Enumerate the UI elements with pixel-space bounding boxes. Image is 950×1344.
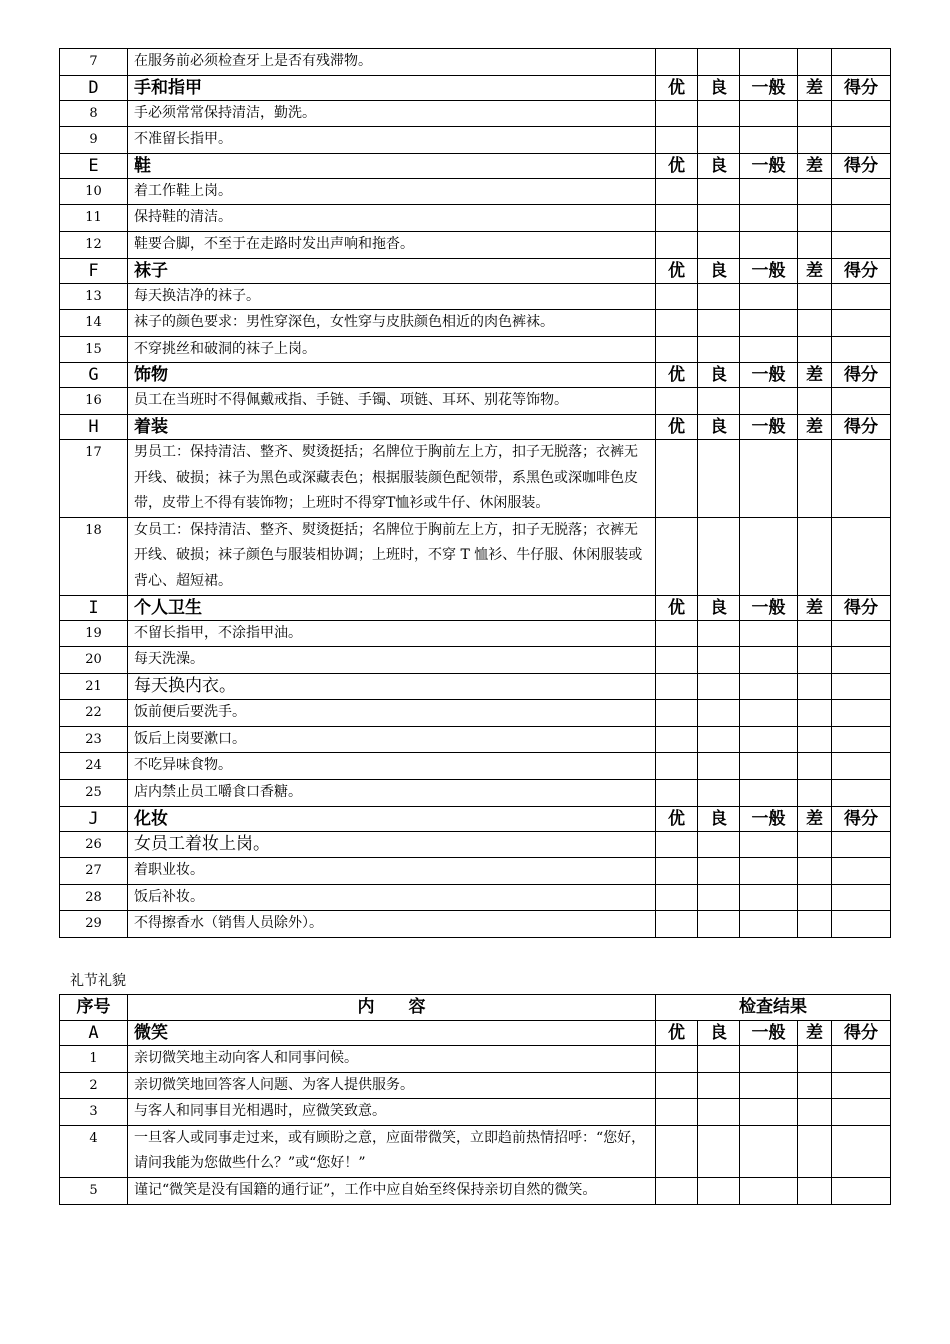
category-header-row [60, 806, 891, 831]
grade-header: 优 [656, 806, 698, 831]
grade-header: 差 [798, 414, 832, 439]
checklist-item-row [60, 700, 891, 727]
score-cell[interactable] [832, 1099, 891, 1126]
grade-header: 得分 [832, 363, 891, 388]
score-cell[interactable] [798, 700, 832, 727]
checklist-item-row [60, 517, 891, 595]
item-number: 20 [60, 647, 128, 674]
score-cell[interactable] [798, 517, 832, 595]
column-header-row [60, 995, 891, 1021]
item-number: 12 [60, 231, 128, 258]
checklist-item-row [60, 205, 891, 232]
score-cell[interactable] [656, 1099, 698, 1126]
score-cell[interactable] [656, 205, 698, 232]
score-cell[interactable] [698, 127, 740, 154]
grade-header: 得分 [832, 258, 891, 283]
item-text: 男员工：保持清洁、整齐、熨烫挺括；名牌位于胸前左上方，扣子无脱落；衣裤无开线、破损；袜子为黑色或深藏表色；根据服装颜色配领带，系黑色或深咖啡色皮带，皮带上不得有装饰物；上班时不得穿T恤衫或牛仔、休闲服装。 [128, 439, 656, 517]
item-number: 7 [60, 49, 128, 76]
score-cell[interactable] [656, 1177, 698, 1204]
grade-header: 良 [698, 363, 740, 388]
score-cell[interactable] [656, 283, 698, 310]
score-cell[interactable] [832, 911, 891, 938]
checklist-item-row [60, 1046, 891, 1073]
score-cell[interactable] [698, 388, 740, 415]
score-cell[interactable] [698, 1099, 740, 1126]
item-text: 每天换内衣。 [128, 673, 656, 700]
score-cell[interactable] [698, 1046, 740, 1073]
item-number: 28 [60, 884, 128, 911]
category-header-row [60, 414, 891, 439]
score-cell[interactable] [798, 1177, 832, 1204]
item-number: 16 [60, 388, 128, 415]
score-cell[interactable] [656, 310, 698, 337]
item-number: 13 [60, 283, 128, 310]
score-cell[interactable] [832, 1072, 891, 1099]
category-header-row [60, 153, 891, 178]
grooming-checklist-body [60, 49, 891, 938]
grade-header: 良 [698, 1021, 740, 1046]
score-cell[interactable] [698, 1125, 740, 1177]
item-number: 1 [60, 1046, 128, 1073]
grade-header: 得分 [832, 414, 891, 439]
score-cell[interactable] [740, 127, 798, 154]
score-cell[interactable] [798, 388, 832, 415]
item-number: 15 [60, 336, 128, 363]
item-number: 5 [60, 1177, 128, 1204]
item-number: 2 [60, 1072, 128, 1099]
item-text: 不穿挑丝和破洞的袜子上岗。 [128, 336, 656, 363]
score-cell[interactable] [740, 336, 798, 363]
grade-header: 优 [656, 153, 698, 178]
score-cell[interactable] [656, 858, 698, 885]
score-cell[interactable] [698, 1072, 740, 1099]
score-cell[interactable] [798, 1125, 832, 1177]
item-text: 鞋要合脚，不至于在走路时发出声响和拖沓。 [128, 231, 656, 258]
score-cell[interactable] [832, 127, 891, 154]
score-cell[interactable] [740, 231, 798, 258]
score-cell[interactable] [798, 858, 832, 885]
checklist-item-row [60, 1125, 891, 1177]
score-cell[interactable] [798, 753, 832, 780]
category-header-row [60, 363, 891, 388]
item-text: 饭后上岗要漱口。 [128, 726, 656, 753]
grade-header: 差 [798, 153, 832, 178]
score-cell[interactable] [740, 673, 798, 700]
item-text: 不吃异味食物。 [128, 753, 656, 780]
item-text: 亲切微笑地回答客人问题、为客人提供服务。 [128, 1072, 656, 1099]
score-cell[interactable] [832, 1177, 891, 1204]
score-cell[interactable] [698, 231, 740, 258]
grade-header: 一般 [740, 363, 798, 388]
category-letter: A [60, 1021, 128, 1046]
score-cell[interactable] [656, 439, 698, 517]
item-number: 17 [60, 439, 128, 517]
item-text: 着工作鞋上岗。 [128, 178, 656, 205]
score-cell[interactable] [798, 620, 832, 647]
item-number: 25 [60, 780, 128, 807]
item-number: 8 [60, 100, 128, 127]
grade-header: 得分 [832, 595, 891, 620]
score-cell[interactable] [740, 831, 798, 858]
score-cell[interactable] [740, 1099, 798, 1126]
score-cell[interactable] [798, 100, 832, 127]
checklist-item-row [60, 100, 891, 127]
grade-header: 得分 [832, 806, 891, 831]
score-cell[interactable] [698, 517, 740, 595]
item-text: 女员工：保持清洁、整齐、熨烫挺括；名牌位于胸前左上方，扣子无脱落；衣裤无开线、破损；袜子颜色与服装相协调；上班时，不穿 T 恤衫、牛仔服、休闲服装或背心、超短裙。 [128, 517, 656, 595]
checklist-item-row [60, 884, 891, 911]
score-cell[interactable] [656, 647, 698, 674]
score-cell[interactable] [798, 178, 832, 205]
score-cell[interactable] [798, 310, 832, 337]
item-text: 饭前便后要洗手。 [128, 700, 656, 727]
score-cell[interactable] [740, 100, 798, 127]
score-cell[interactable] [832, 726, 891, 753]
item-number: 27 [60, 858, 128, 885]
item-text: 不准留长指甲。 [128, 127, 656, 154]
category-title: 着装 [128, 414, 656, 439]
item-number: 3 [60, 1099, 128, 1126]
score-cell[interactable] [656, 336, 698, 363]
grade-header: 差 [798, 258, 832, 283]
item-text: 手必须常常保持清洁，勤洗。 [128, 100, 656, 127]
item-text: 每天洗澡。 [128, 647, 656, 674]
score-cell[interactable] [832, 388, 891, 415]
grade-header: 良 [698, 595, 740, 620]
grade-header: 优 [656, 258, 698, 283]
score-cell[interactable] [832, 336, 891, 363]
score-cell[interactable] [832, 1046, 891, 1073]
item-number: 14 [60, 310, 128, 337]
score-cell[interactable] [798, 49, 832, 76]
column-header-result: 检查结果 [656, 995, 891, 1021]
score-cell[interactable] [740, 517, 798, 595]
score-cell[interactable] [698, 647, 740, 674]
checklist-item-row [60, 1072, 891, 1099]
item-number: 9 [60, 127, 128, 154]
grade-header: 得分 [832, 1021, 891, 1046]
grade-header: 一般 [740, 1021, 798, 1046]
score-cell[interactable] [698, 753, 740, 780]
category-title: 饰物 [128, 363, 656, 388]
checklist-item-row [60, 388, 891, 415]
score-cell[interactable] [740, 1072, 798, 1099]
item-number: 18 [60, 517, 128, 595]
item-text: 不得擦香水（销售人员除外）。 [128, 911, 656, 938]
item-number: 21 [60, 673, 128, 700]
item-text: 一旦客人或同事走过来，或有顾盼之意，应面带微笑，立即趋前热情招呼：“您好，请问我能为您做些什么？”或“您好！” [128, 1125, 656, 1177]
score-cell[interactable] [698, 283, 740, 310]
score-cell[interactable] [740, 911, 798, 938]
score-cell[interactable] [798, 1099, 832, 1126]
category-title: 手和指甲 [128, 75, 656, 100]
item-number: 24 [60, 753, 128, 780]
score-cell[interactable] [698, 205, 740, 232]
score-cell[interactable] [740, 726, 798, 753]
category-letter: F [60, 258, 128, 283]
score-cell[interactable] [832, 620, 891, 647]
score-cell[interactable] [656, 49, 698, 76]
category-letter: I [60, 595, 128, 620]
score-cell[interactable] [656, 753, 698, 780]
score-cell[interactable] [740, 620, 798, 647]
section-title: 礼节礼貌 [70, 973, 126, 989]
item-text: 不留长指甲，不涂指甲油。 [128, 620, 656, 647]
category-title: 袜子 [128, 258, 656, 283]
item-number: 11 [60, 205, 128, 232]
score-cell[interactable] [656, 517, 698, 595]
score-cell[interactable] [656, 884, 698, 911]
category-header-row [60, 595, 891, 620]
grade-header: 优 [656, 595, 698, 620]
item-number: 22 [60, 700, 128, 727]
checklist-item-row [60, 726, 891, 753]
score-cell[interactable] [832, 858, 891, 885]
score-cell[interactable] [832, 647, 891, 674]
score-cell[interactable] [740, 49, 798, 76]
item-text: 在服务前必须检查牙上是否有残滞物。 [128, 49, 656, 76]
category-letter: J [60, 806, 128, 831]
item-text: 保持鞋的清洁。 [128, 205, 656, 232]
item-number: 23 [60, 726, 128, 753]
score-cell[interactable] [798, 831, 832, 858]
score-cell[interactable] [698, 831, 740, 858]
grade-header: 优 [656, 363, 698, 388]
item-number: 29 [60, 911, 128, 938]
score-cell[interactable] [832, 231, 891, 258]
score-cell[interactable] [740, 283, 798, 310]
score-cell[interactable] [740, 439, 798, 517]
grade-header: 差 [798, 1021, 832, 1046]
category-title: 个人卫生 [128, 595, 656, 620]
score-cell[interactable] [698, 178, 740, 205]
grade-header: 良 [698, 153, 740, 178]
score-cell[interactable] [656, 726, 698, 753]
grade-header: 差 [798, 595, 832, 620]
score-cell[interactable] [698, 100, 740, 127]
grade-header: 一般 [740, 414, 798, 439]
score-cell[interactable] [740, 1125, 798, 1177]
score-cell[interactable] [656, 231, 698, 258]
item-text: 女员工着妆上岗。 [128, 831, 656, 858]
grade-header: 良 [698, 806, 740, 831]
score-cell[interactable] [832, 753, 891, 780]
item-text: 亲切微笑地主动向客人和同事问候。 [128, 1046, 656, 1073]
score-cell[interactable] [740, 178, 798, 205]
grade-header: 一般 [740, 153, 798, 178]
checklist-item-row [60, 127, 891, 154]
grade-header: 优 [656, 1021, 698, 1046]
score-cell[interactable] [740, 1177, 798, 1204]
grade-header: 差 [798, 363, 832, 388]
grade-header: 优 [656, 75, 698, 100]
score-cell[interactable] [698, 49, 740, 76]
grade-header: 一般 [740, 258, 798, 283]
score-cell[interactable] [740, 205, 798, 232]
checklist-item-row [60, 336, 891, 363]
item-text: 饭后补妆。 [128, 884, 656, 911]
score-cell[interactable] [698, 620, 740, 647]
score-cell[interactable] [656, 673, 698, 700]
score-cell[interactable] [740, 753, 798, 780]
score-cell[interactable] [698, 1177, 740, 1204]
score-cell[interactable] [656, 100, 698, 127]
score-cell[interactable] [798, 231, 832, 258]
score-cell[interactable] [832, 205, 891, 232]
checklist-item-row [60, 178, 891, 205]
item-text: 谨记“微笑是没有国籍的通行证”，工作中应自始至终保持亲切自然的微笑。 [128, 1177, 656, 1204]
column-header-content: 内 容 [128, 995, 656, 1021]
score-cell[interactable] [832, 780, 891, 807]
score-cell[interactable] [740, 780, 798, 807]
score-cell[interactable] [832, 178, 891, 205]
score-cell[interactable] [798, 205, 832, 232]
score-cell[interactable] [656, 1072, 698, 1099]
score-cell[interactable] [656, 178, 698, 205]
score-cell[interactable] [798, 780, 832, 807]
checklist-item-row [60, 1099, 891, 1126]
score-cell[interactable] [698, 858, 740, 885]
category-header-row [60, 75, 891, 100]
grade-header: 一般 [740, 595, 798, 620]
grade-header: 一般 [740, 806, 798, 831]
score-cell[interactable] [798, 884, 832, 911]
etiquette-checklist-table [59, 994, 891, 1205]
score-cell[interactable] [832, 439, 891, 517]
score-cell[interactable] [798, 673, 832, 700]
etiquette-checklist-body [60, 995, 891, 1205]
category-title: 微笑 [128, 1021, 656, 1046]
category-letter: E [60, 153, 128, 178]
score-cell[interactable] [656, 127, 698, 154]
score-cell[interactable] [698, 700, 740, 727]
item-text: 每天换洁净的袜子。 [128, 283, 656, 310]
category-header-row [60, 258, 891, 283]
score-cell[interactable] [798, 439, 832, 517]
category-title: 化妆 [128, 806, 656, 831]
score-cell[interactable] [832, 884, 891, 911]
checklist-item-row [60, 647, 891, 674]
item-text: 袜子的颜色要求：男性穿深色，女性穿与皮肤颜色相近的肉色裤袜。 [128, 310, 656, 337]
score-cell[interactable] [798, 1046, 832, 1073]
score-cell[interactable] [832, 49, 891, 76]
score-cell[interactable] [698, 310, 740, 337]
item-text: 员工在当班时不得佩戴戒指、手链、手镯、项链、耳环、别花等饰物。 [128, 388, 656, 415]
score-cell[interactable] [740, 647, 798, 674]
item-text: 与客人和同事目光相遇时，应微笑致意。 [128, 1099, 656, 1126]
checklist-item-row [60, 753, 891, 780]
score-cell[interactable] [656, 831, 698, 858]
category-letter: H [60, 414, 128, 439]
grade-header: 良 [698, 75, 740, 100]
score-cell[interactable] [698, 780, 740, 807]
checklist-item-row [60, 911, 891, 938]
grade-header: 差 [798, 806, 832, 831]
grade-header: 差 [798, 75, 832, 100]
score-cell[interactable] [698, 439, 740, 517]
checklist-item-row [60, 49, 891, 76]
category-header-row [60, 1021, 891, 1046]
checklist-item-row [60, 673, 891, 700]
score-cell[interactable] [798, 127, 832, 154]
score-cell[interactable] [698, 673, 740, 700]
score-cell[interactable] [832, 283, 891, 310]
checklist-item-row [60, 231, 891, 258]
item-number: 26 [60, 831, 128, 858]
score-cell[interactable] [832, 100, 891, 127]
score-cell[interactable] [740, 858, 798, 885]
category-letter: D [60, 75, 128, 100]
score-cell[interactable] [832, 831, 891, 858]
checklist-item-row [60, 310, 891, 337]
grade-header: 得分 [832, 75, 891, 100]
score-cell[interactable] [740, 700, 798, 727]
item-number: 19 [60, 620, 128, 647]
score-cell[interactable] [832, 673, 891, 700]
grade-header: 良 [698, 258, 740, 283]
grade-header: 一般 [740, 75, 798, 100]
grade-header: 优 [656, 414, 698, 439]
score-cell[interactable] [656, 911, 698, 938]
column-header-seq: 序号 [60, 995, 128, 1021]
score-cell[interactable] [832, 310, 891, 337]
grooming-checklist-table [59, 48, 891, 938]
checklist-item-row [60, 620, 891, 647]
grade-header: 得分 [832, 153, 891, 178]
item-text: 着职业妆。 [128, 858, 656, 885]
score-cell[interactable] [656, 780, 698, 807]
score-cell[interactable] [740, 388, 798, 415]
score-cell[interactable] [656, 700, 698, 727]
category-title: 鞋 [128, 153, 656, 178]
checklist-item-row [60, 1177, 891, 1204]
score-cell[interactable] [698, 911, 740, 938]
score-cell[interactable] [656, 1125, 698, 1177]
checklist-item-row [60, 831, 891, 858]
score-cell[interactable] [832, 700, 891, 727]
score-cell[interactable] [656, 388, 698, 415]
score-cell[interactable] [798, 283, 832, 310]
score-cell[interactable] [832, 1125, 891, 1177]
grade-header: 良 [698, 414, 740, 439]
score-cell[interactable] [698, 336, 740, 363]
checklist-item-row [60, 780, 891, 807]
item-number: 4 [60, 1125, 128, 1177]
category-letter: G [60, 363, 128, 388]
score-cell[interactable] [656, 1046, 698, 1073]
score-cell[interactable] [798, 726, 832, 753]
item-number: 10 [60, 178, 128, 205]
score-cell[interactable] [656, 620, 698, 647]
checklist-item-row [60, 283, 891, 310]
score-cell[interactable] [798, 911, 832, 938]
score-cell[interactable] [798, 336, 832, 363]
score-cell[interactable] [798, 1072, 832, 1099]
checklist-item-row [60, 858, 891, 885]
score-cell[interactable] [798, 647, 832, 674]
item-text: 店内禁止员工嚼食口香糖。 [128, 780, 656, 807]
checklist-item-row [60, 439, 891, 517]
score-cell[interactable] [832, 517, 891, 595]
score-cell[interactable] [740, 1046, 798, 1073]
score-cell[interactable] [740, 310, 798, 337]
score-cell[interactable] [698, 884, 740, 911]
score-cell[interactable] [740, 884, 798, 911]
score-cell[interactable] [698, 726, 740, 753]
